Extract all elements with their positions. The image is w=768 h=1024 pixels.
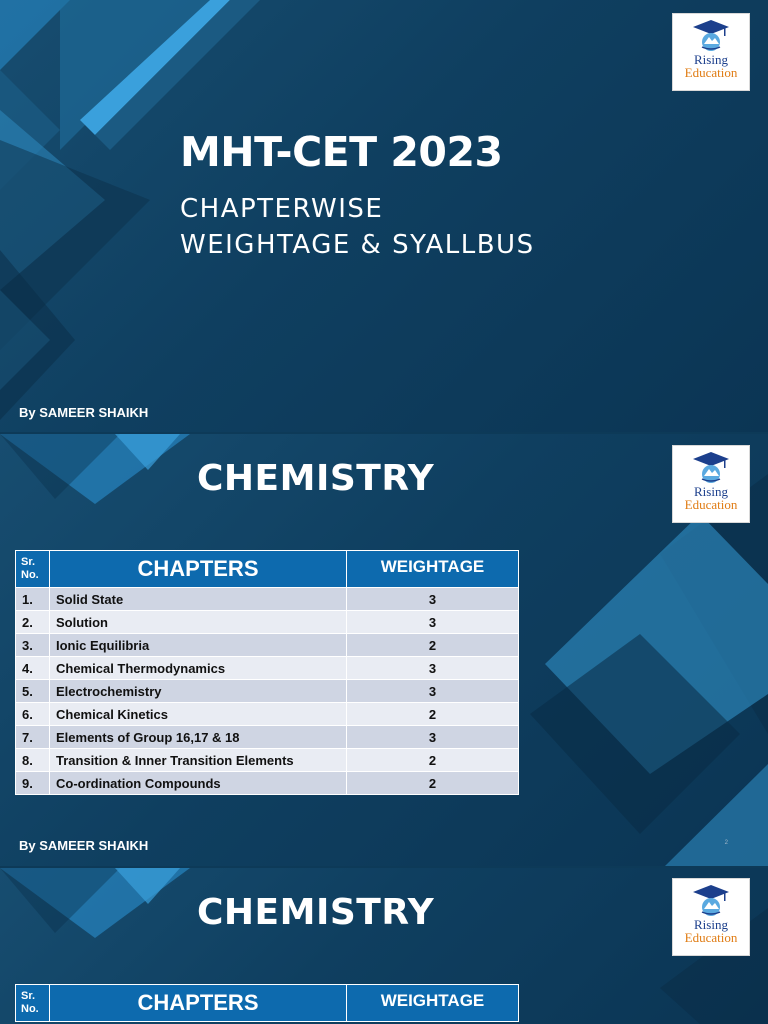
rising-education-logo <box>672 445 750 523</box>
title-slide <box>0 0 768 432</box>
table-row <box>16 588 519 611</box>
graduation-cap-icon <box>691 18 731 52</box>
cell-chapter: Elements of Group 16,17 & 18 <box>50 726 347 749</box>
chapter-weightage-table <box>15 984 519 1022</box>
header-chapters: CHAPTERS <box>50 551 347 588</box>
logo-text-education: Education <box>684 930 738 945</box>
table-row <box>16 772 519 795</box>
cell-sr: 5. <box>16 680 50 703</box>
graduation-cap-icon <box>691 883 731 917</box>
table-row <box>16 657 519 680</box>
cell-weightage: 2 <box>347 703 519 726</box>
cell-weightage: 2 <box>347 749 519 772</box>
table-row <box>16 749 519 772</box>
subtitle-line-2: WEIGHTAGE & SYALLBUS <box>180 230 535 260</box>
chemistry-slide-continued <box>0 868 768 1024</box>
logo-text-rising: Rising <box>694 484 728 499</box>
header-sr-no: Sr. No. <box>16 985 50 1022</box>
table-row <box>16 611 519 634</box>
logo-text-rising: Rising <box>694 52 728 67</box>
cell-weightage: 3 <box>347 657 519 680</box>
table-row <box>16 680 519 703</box>
author-byline: By SAMEER SHAIKH <box>19 838 149 853</box>
chemistry-title: CHEMISTRY <box>197 458 435 499</box>
table-header-row <box>16 985 519 1022</box>
cell-chapter: Transition & Inner Transition Elements <box>50 749 347 772</box>
cell-weightage: 2 <box>347 772 519 795</box>
header-sr-no: Sr. No. <box>16 551 50 588</box>
cell-sr: 8. <box>16 749 50 772</box>
main-title: MHT-CET 2023 <box>180 128 503 176</box>
header-weightage: WEIGHTAGE <box>347 551 519 588</box>
table-row <box>16 726 519 749</box>
chapter-weightage-table <box>15 550 519 795</box>
rising-education-logo <box>672 878 750 956</box>
cell-sr: 2. <box>16 611 50 634</box>
cell-sr: 7. <box>16 726 50 749</box>
cell-sr: 6. <box>16 703 50 726</box>
logo-text-education: Education <box>684 497 738 512</box>
table-header-row <box>16 551 519 588</box>
cell-sr: 9. <box>16 772 50 795</box>
table-row <box>16 703 519 726</box>
page-number: 2 <box>724 840 728 846</box>
table-row <box>16 634 519 657</box>
cell-chapter: Solid State <box>50 588 347 611</box>
header-chapters: CHAPTERS <box>50 985 347 1022</box>
cell-chapter: Ionic Equilibria <box>50 634 347 657</box>
cell-weightage: 3 <box>347 588 519 611</box>
cell-weightage: 2 <box>347 634 519 657</box>
graduation-cap-icon <box>691 450 731 484</box>
cell-sr: 3. <box>16 634 50 657</box>
author-byline: By SAMEER SHAIKH <box>19 405 149 420</box>
cell-chapter: Electrochemistry <box>50 680 347 703</box>
header-weightage: WEIGHTAGE <box>347 985 519 1022</box>
cell-chapter: Chemical Thermodynamics <box>50 657 347 680</box>
chemistry-title: CHEMISTRY <box>197 892 435 933</box>
cell-weightage: 3 <box>347 726 519 749</box>
logo-text-rising: Rising <box>694 917 728 932</box>
cell-chapter: Solution <box>50 611 347 634</box>
cell-sr: 4. <box>16 657 50 680</box>
decorative-shapes <box>0 0 768 432</box>
cell-sr: 1. <box>16 588 50 611</box>
cell-weightage: 3 <box>347 611 519 634</box>
cell-chapter: Co-ordination Compounds <box>50 772 347 795</box>
logo-text-education: Education <box>684 65 738 80</box>
cell-weightage: 3 <box>347 680 519 703</box>
chemistry-slide <box>0 434 768 866</box>
cell-chapter: Chemical Kinetics <box>50 703 347 726</box>
rising-education-logo <box>672 13 750 91</box>
subtitle-line-1: CHAPTERWISE <box>180 194 384 224</box>
